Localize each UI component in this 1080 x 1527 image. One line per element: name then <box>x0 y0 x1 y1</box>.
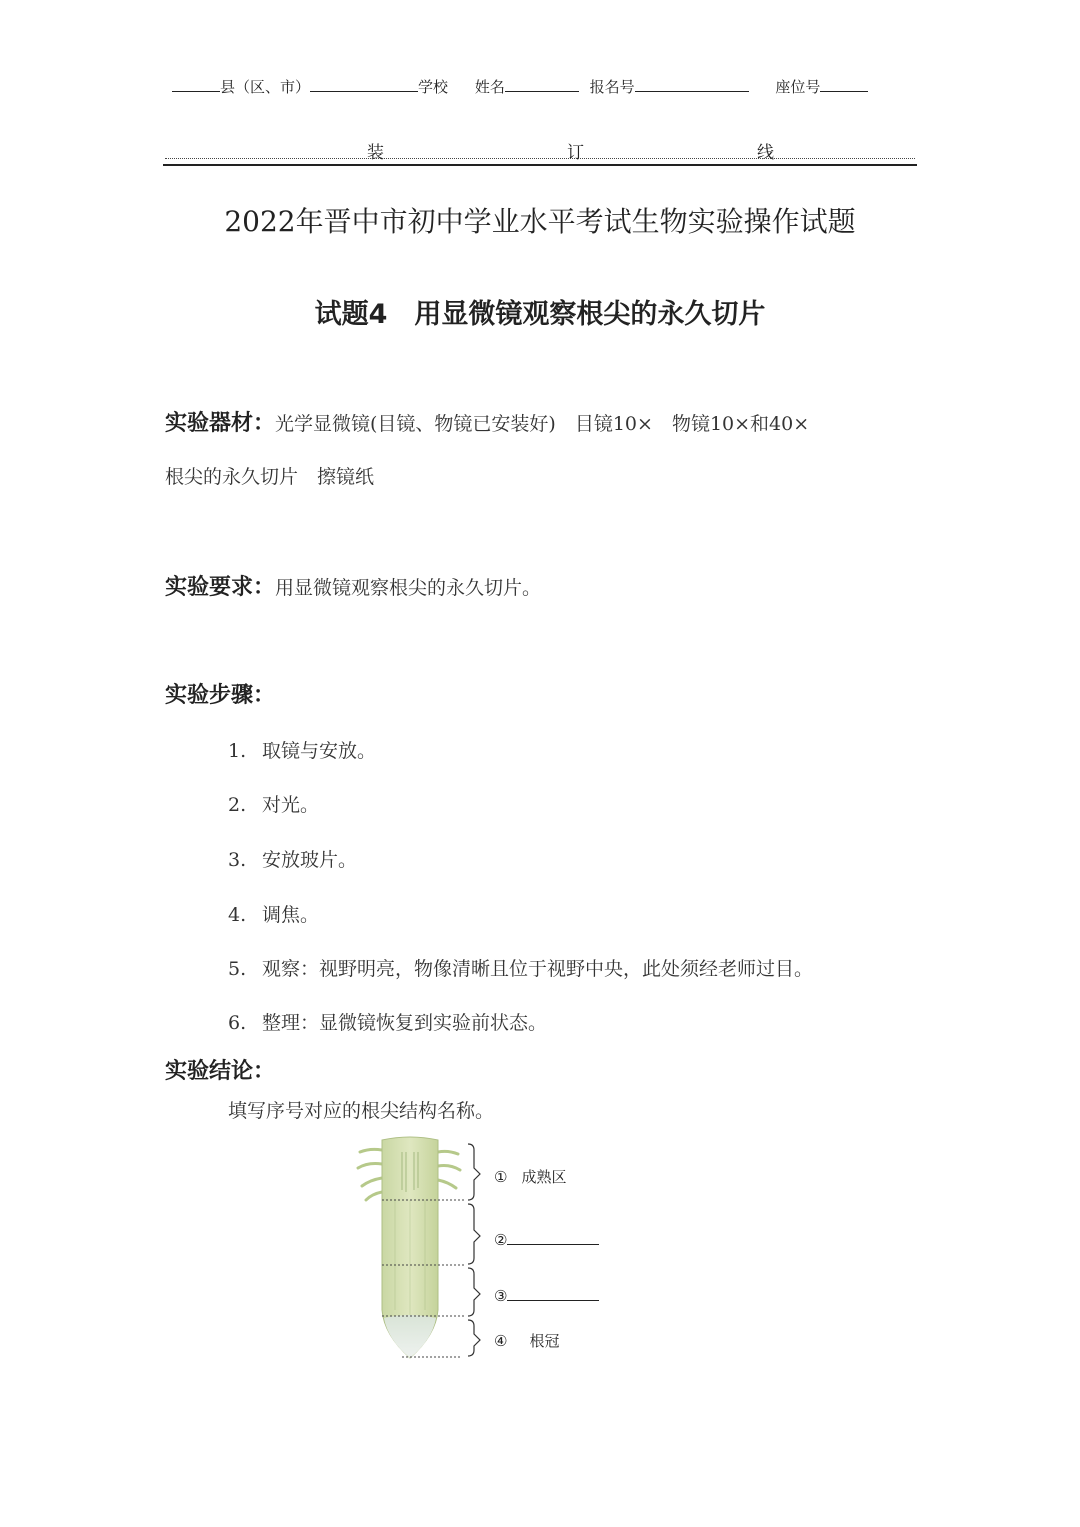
requirements-text: 用显微镜观察根尖的永久切片。 <box>275 577 542 599</box>
name-label: 姓名 <box>474 78 505 96</box>
zone-label-2 <box>494 1228 599 1249</box>
step-number: 6. <box>228 1012 247 1034</box>
binding-char-xian: 线 <box>757 143 774 163</box>
seat-blank[interactable] <box>820 77 868 92</box>
zone-marker-1: ① <box>494 1168 508 1186</box>
step-text: 整理：显微镜恢复到实验前状态。 <box>262 1012 548 1034</box>
zone-marker-2: ② <box>494 1231 508 1249</box>
steps-label: 实验步骤： <box>165 683 276 708</box>
county-blank[interactable] <box>172 77 220 92</box>
candidate-info-row <box>172 76 892 102</box>
root-tip-diagram <box>340 1130 640 1370</box>
step-text: 调焦。 <box>262 904 320 926</box>
binding-dotted-line <box>165 158 915 159</box>
materials-line2: 根尖的永久切片 擦镜纸 <box>165 466 375 488</box>
zone-answer-blank-3[interactable] <box>507 1284 599 1301</box>
root-cap-shape <box>384 1315 436 1358</box>
step-item <box>228 954 813 981</box>
step-text: 取镜与安放。 <box>262 740 377 762</box>
county-label: 县（区、市） <box>220 78 311 96</box>
step-item <box>228 1008 547 1035</box>
materials-label: 实验器材： <box>165 411 276 436</box>
binding-line-labels <box>165 138 915 164</box>
zone-label-1 <box>494 1166 566 1187</box>
header-rule <box>163 164 917 166</box>
zone-label-4 <box>494 1330 559 1351</box>
step-item <box>228 900 319 927</box>
registration-blank[interactable] <box>635 77 749 92</box>
materials-line1: 光学显微镜(目镜、物镜已安装好) 目镜10× 物镜10×和40× <box>275 413 810 435</box>
materials-section <box>165 406 925 437</box>
conclusion-instruction: 填写序号对应的根尖结构名称。 <box>228 1100 495 1122</box>
zone-name-1: 成熟区 <box>521 1168 567 1186</box>
step-item <box>228 845 357 872</box>
zone-marker-3: ③ <box>494 1287 508 1305</box>
school-label: 学校 <box>418 78 449 96</box>
zone-label-3 <box>494 1284 599 1305</box>
step-number: 1. <box>228 740 247 762</box>
registration-label: 报名号 <box>589 78 635 96</box>
zone-name-4: 根冠 <box>529 1332 560 1350</box>
step-number: 5. <box>228 958 247 980</box>
step-item <box>228 790 319 817</box>
name-blank[interactable] <box>505 77 579 92</box>
step-text: 观察：视野明亮，物像清晰且位于视野中央，此处须经老师过目。 <box>262 958 814 980</box>
seat-label: 座位号 <box>775 78 821 96</box>
binding-char-ding: 订 <box>567 143 584 163</box>
step-number: 4. <box>228 904 247 926</box>
zone-marker-4: ④ <box>494 1332 508 1350</box>
root-tip-illustration <box>340 1130 640 1370</box>
step-text: 对光。 <box>262 794 320 816</box>
step-text: 安放玻片。 <box>262 849 358 871</box>
step-number: 2. <box>228 794 247 816</box>
requirements-label: 实验要求： <box>165 575 276 600</box>
step-number: 3. <box>228 849 247 871</box>
binding-char-zhuang: 装 <box>367 143 384 163</box>
zone-brackets <box>468 1144 480 1356</box>
school-blank[interactable] <box>310 77 418 92</box>
question-title: 试题4 用显微镜观察根尖的永久切片 <box>314 299 766 330</box>
step-item <box>228 736 376 763</box>
requirements-section <box>165 570 541 601</box>
zone-answer-blank-2[interactable] <box>507 1228 599 1245</box>
document-title: 2022年晋中市初中学业水平考试生物实验操作试题 <box>224 205 856 238</box>
conclusion-label: 实验结论： <box>165 1059 276 1084</box>
